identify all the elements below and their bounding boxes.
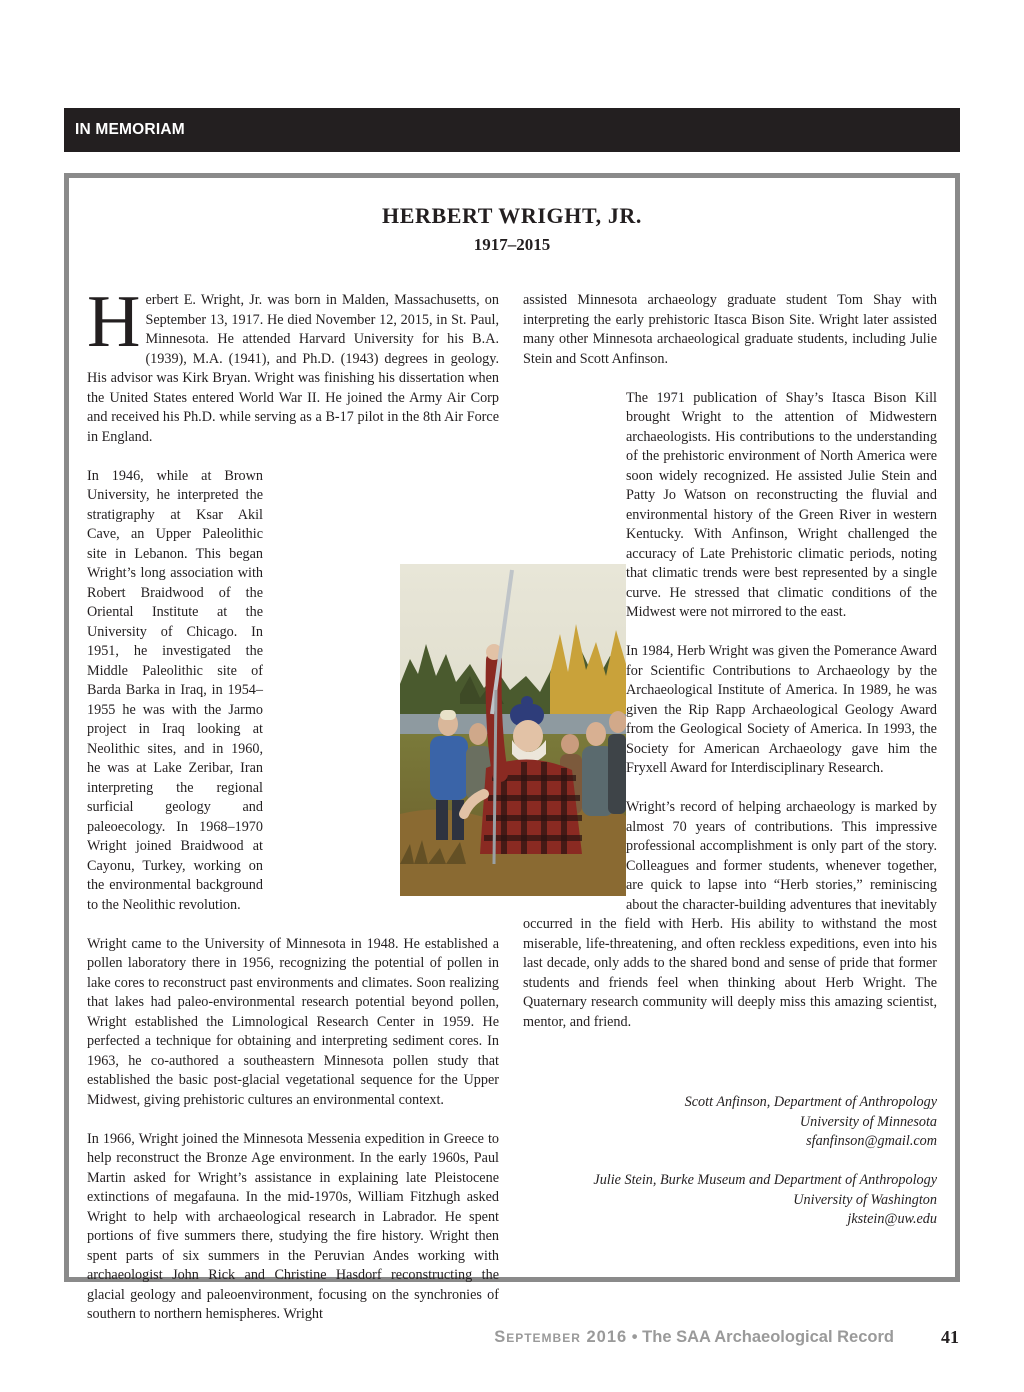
article-title: HERBERT WRIGHT, JR. — [381, 203, 643, 228]
signature-2-affiliation: University of Washington — [793, 1191, 937, 1208]
paragraph-8: Wright’s record of helping archaeology is marked by almost 70 years of contributions. This impressive professional accomplishment is only part of the story. Colleagues and former students, whenever together, are quick to lapse into “Herb stories,” reminiscing about the character-building adventures that inevitably occurred in the field with Herb. His ability to withstand the most miserable, life-threatening, and often reckless expeditions, even into his last decade, only adds to the shared bond and sense of pride that former students and friends feel when thinking about Herb Wright. The Quaternary research community will deeply miss this amazing scientist, mentor, and friend. — [523, 799, 937, 1030]
drop-cap: H — [87, 281, 141, 363]
paragraph-3: Wright came to the University of Minnesota in 1948. He established a pollen laboratory there in 1956, recognizing the potential of pollen in lake cores to reconstruct past environments and climates. Soon realizing that lakes had paleo-environmental research potential beyond pollen, Wright established the Limnological Research Center in 1959. He perfected a technique for obtaining and interpreting sediment cores. In 1963, he co-authored a southeastern Minnesota pollen study that established the basic post-glacial vegetational sequence for the Upper Midwest, giving prehistoric cultures an environmental context. — [87, 935, 499, 1108]
paragraph-1 — [87, 281, 499, 447]
field-photo-illustration — [400, 564, 626, 896]
footer-publication: The SAA Archaeological Record — [642, 1328, 894, 1346]
page-number: 41 — [941, 1327, 959, 1347]
signature-2-email[interactable]: jkstein@uw.edu — [847, 1211, 937, 1227]
field-photo — [400, 564, 626, 896]
signature-1-email[interactable]: sfanfinson@gmail.com — [806, 1133, 937, 1149]
footer-bullet: • — [631, 1328, 638, 1346]
signature-1-affiliation: University of Minnesota — [799, 1113, 937, 1130]
section-banner — [64, 108, 960, 152]
paragraph-2-text: In 1946, while at Brown University, he interpreted the stratigraphy at Ksar Akil Cave, an Upper Paleolithic site in Lebanon. This began Wright’s long association with Robert Braidwood of the Oriental Institute at the University of Chicago. In 1951, he investigated the Middle Paleolithic site of Barda Barka in Iraq, in 1954–1955 he was with the Jarmo project in Iraq looking at Neolithic sites, and in 1960, he was at Lake Zeribar, Iran interpreting the regional surficial geology and paleoecology. In 1968–1970 Wright joined Braidwood at Cayonu, Turkey, working on the environmental background to the Neolithic revolution. — [87, 467, 263, 913]
paragraph-5: assisted Minnesota archaeology graduate student Tom Shay with interpreting the early prehistoric Itasca Bison Site. Wright later assisted many other Minnesota archaeological graduate students, including Julie Stein and Scott Anfinson. — [523, 292, 937, 367]
paragraph-4: In 1966, Wright joined the Minnesota Messenia expedition in Greece to help reconstruct the Bronze Age environment. In the early 1960s, Paul Martin asked for Wright’s assistance in explaining late Pleistocene extinctions of megafauna. In the mid-1970s, William Fitzhugh asked Wright to help with archaeological research in Labrador. He spent portions of five summers there, studying the fire history. Wright then spent parts of six summers in the Peruvian Andes working with archaeologist John Rick and Christine Hasdorf reconstructing the glacial geology and paleoenvironment, focusing on the synchronies of southern to northern hemispheres. Wright — [87, 1130, 499, 1322]
footer-month: September 2016 — [494, 1328, 628, 1346]
paragraph-6-text: The 1971 publication of Shay’s Itasca Bison Kill brought Wright to the attention of Midwestern archaeologists. His contributions to the understanding of the prehistoric environment of North America were soon widely recognized. He assisted Julie Stein and Patty Jo Watson on reconstructing the fluvial and environmental history of the Green River in western Kentucky. With Anfinson, Wright challenged the accuracy of Late Prehistoric climatic periods, noting that climatic trends were best represented by a single curve. He stressed that climatic conditions of the Midwest were not mirrored to the east. — [626, 389, 937, 620]
signature-2-name: Julie Stein, Burke Museum and Department of Anthropology — [593, 1172, 937, 1188]
signature-1-name: Scott Anfinson, Department of Anthropology — [684, 1094, 937, 1110]
footer-citation — [494, 1326, 894, 1348]
signature-1 — [523, 1093, 937, 1152]
paragraph-7: In 1984, Herb Wright was given the Pomerance Award for Scientific Contributions to Archaeology by the Archaeological Institute of America. In 1989, he was given the Rip Rapp Archaeological Geology Award from the Geological Society of America. In 1993, the Society for American Archaeology gave him the Fryxell Award for Interdisciplinary Research. — [626, 643, 937, 776]
section-label: IN MEMORIAM — [75, 121, 185, 138]
signature-2 — [523, 1171, 937, 1230]
paragraph-1-text: erbert E. Wright, Jr. was born in Malden, Massachusetts, on September 13, 1917. He died November 12, 2015, in St. Paul, Minnesota. He attended Harvard University for his B.A. (1939), M.A. (1941), and Ph.D. (1943) degrees in geology. His advisor was Kirk Bryan. Wright was finishing his dissertation when the United States entered World War II. He joined the Army Air Corp and received his Ph.D. while serving as a B-17 pilot in the 8th Air Force in England. — [87, 292, 499, 445]
article-dates: 1917–2015 — [473, 235, 551, 254]
